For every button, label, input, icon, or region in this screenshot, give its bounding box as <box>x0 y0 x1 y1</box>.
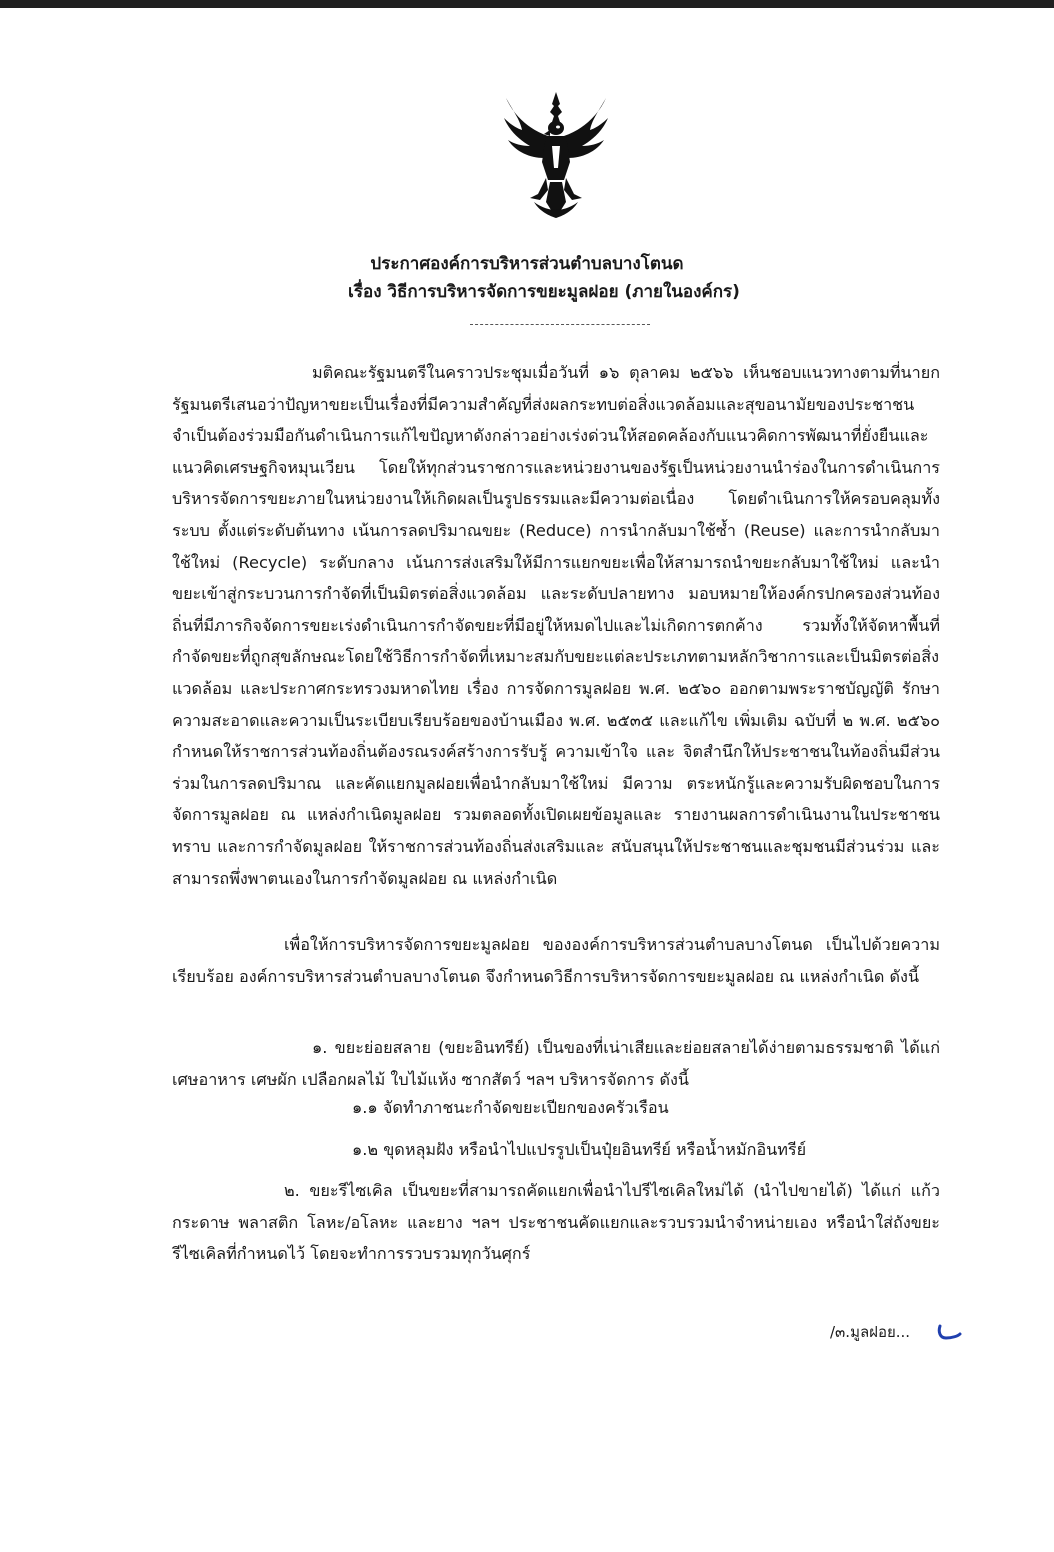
handwritten-page-mark-icon <box>936 1322 962 1342</box>
item-organic-waste: ๑. ขยะย่อยสลาย (ขยะอินทรีย์) เป็นของที่เน่าเสียและย่อยสลายได้ง่ายตามธรรมชาติ ได้แก่ เศษอาหาร เศษผัก เปลือกผลไม้ ใบไม้แห้ง ซากสัตว์ ฯลฯ บริหารจัดการ ดังนี้ <box>172 1038 940 1089</box>
paragraph-purpose: เพื่อให้การบริหารจัดการขยะมูลฝอย ขององค์การบริหารส่วนตำบลบางโตนด เป็นไปด้วยความเรียบร้อย องค์การบริหารส่วนตำบลบางโตนด จึงกำหนดวิธีการบริหารจัดการขยะมูลฝอย ณ แหล่งกำเนิด ดังนี้ <box>172 935 940 986</box>
announcement-title <box>0 250 1054 306</box>
garuda-emblem-icon <box>500 90 612 222</box>
title-divider <box>470 324 650 325</box>
title-line-2: เรื่อง วิธีการบริหารจัดการขยะมูลฝอย (ภายในองค์กร) <box>348 282 740 302</box>
subitem-1-1: ๑.๑ จัดทำภาชนะกำจัดขยะเปียกของครัวเรือน <box>352 1098 669 1117</box>
item-recycle-waste: ๒. ขยะรีไซเคิล เป็นขยะที่สามารถคัดแยกเพื่อนำไปรีไซเคิลใหม่ได้ (นำไปขายได้) ได้แก่ แก้ว กระดาษ พลาสติก โลหะ/อโลหะ และยาง ฯลฯ ประชาชนคัดแยกและรวบรวมนำจำหน่ายเอง หรือนำใส่ถังขยะ รีไซเคิลที่กำหนดไว้ โดยจะทำการรวบรวมทุกวันศุกร์ <box>172 1181 940 1264</box>
subitem-1-2: ๑.๒ ขุดหลุมฝัง หรือนำไปแปรรูปเป็นปุ๋ยอินทรีย์ หรือน้ำหมักอินทรีย์ <box>352 1140 807 1159</box>
paragraph-cabinet-resolution: มติคณะรัฐมนตรีในคราวประชุมเมื่อวันที่ ๑๖ ตุลาคม ๒๕๖๖ เห็นชอบแนวทางตามที่นายกรัฐมนตรีเสนอว่าปัญหาขยะเป็นเรื่องที่มีความสำคัญที่ส่งผลกระทบต่อสิ่งแวดล้อมและสุขอนามัยของประชาชน จำเป็นต้องร่วมมือกันดำเนินการแก้ไขปัญหาดังกล่าวอย่างเร่งด่วนให้สอดคล้องกับแนวคิดการพัฒนาที่ยั่งยืนและแนวคิดเศรษฐกิจหมุนเวียน โดยให้ทุกส่วนราชการและหน่วยงานของรัฐเป็นหน่วยงานนำร่องในการดำเนินการบริหารจัดการขยะภายในหน่วยงานให้เกิดผลเป็นรูปธรรมและมีความต่อเนื่อง โดยดำเนินการให้ครอบคลุมทั้งระบบ ตั้งแต่ระดับต้นทาง เน้นการลดปริมาณขยะ (Reduce) การนำกลับมาใช้ซ้ำ (Reuse) และการนำกลับมาใช้ใหม่ (Recycle) ระดับกลาง เน้นการส่งเสริมให้มีการแยกขยะเพื่อให้สามารถนำขยะกลับมาใช้ใหม่ และนำขยะเข้าสู่กระบวนการกำจัดที่เป็นมิตรต่อสิ่งแวดล้อม และระดับปลายทาง มอบหมายให้องค์กรปกครองส่วนท้องถิ่นที่มีภารกิจจัดการขยะเร่งดำเนินการกำจัดขยะที่มีอยู่ให้หมดไปและไม่เกิดการตกค้าง รวมทั้งให้จัดหาพื้นที่กำจัดขยะที่ถูกสุขลักษณะโดยใช้วิธีการกำจัดที่เหมาะสมกับขยะแต่ละประเภทตามหลักวิชาการและเป็นมิตรต่อสิ่งแวดล้อม และประกาศกระทรวงมหาดไทย เรื่อง การจัดการมูลฝอย พ.ศ. ๒๕๖๐ ออกตามพระราชบัญญัติ รักษาความสะอาดและความเป็นระเบียบเรียบร้อยของบ้านเมือง พ.ศ. ๒๕๓๕ และแก้ไข เพิ่มเติม ฉบับที่ ๒ พ.ศ. ๒๕๖๐ กำหนดให้ราชการส่วนท้องถิ่นต้องรณรงค์สร้างการรับรู้ ความเข้าใจ และ จิตสำนึกให้ประชาชนในท้องถิ่นมีส่วนร่วมในการลดปริมาณ และคัดแยกมูลฝอยเพื่อนำกลับมาใช้ใหม่ มีความ ตระหนักรู้และความรับผิดชอบในการจัดการมูลฝอย ณ แหล่งกำเนิดมูลฝอย รวมตลอดทั้งเปิดเผยข้อมูลและ รายงานผลการดำเนินงานในประชาชนทราบ และการกำจัดมูลฝอย ให้ราชการส่วนท้องถิ่นส่งเสริมและ สนับสนุนให้ประชาชนและชุมชนมีส่วนร่วม และสามารถพึ่งพาตนเองในการกำจัดมูลฝอย ณ แหล่งกำเนิด <box>172 363 940 888</box>
continuation-note: /๓.มูลฝอย... <box>830 1323 911 1341</box>
title-line-1: ประกาศองค์การบริหารส่วนตำบลบางโตนด <box>370 254 684 274</box>
